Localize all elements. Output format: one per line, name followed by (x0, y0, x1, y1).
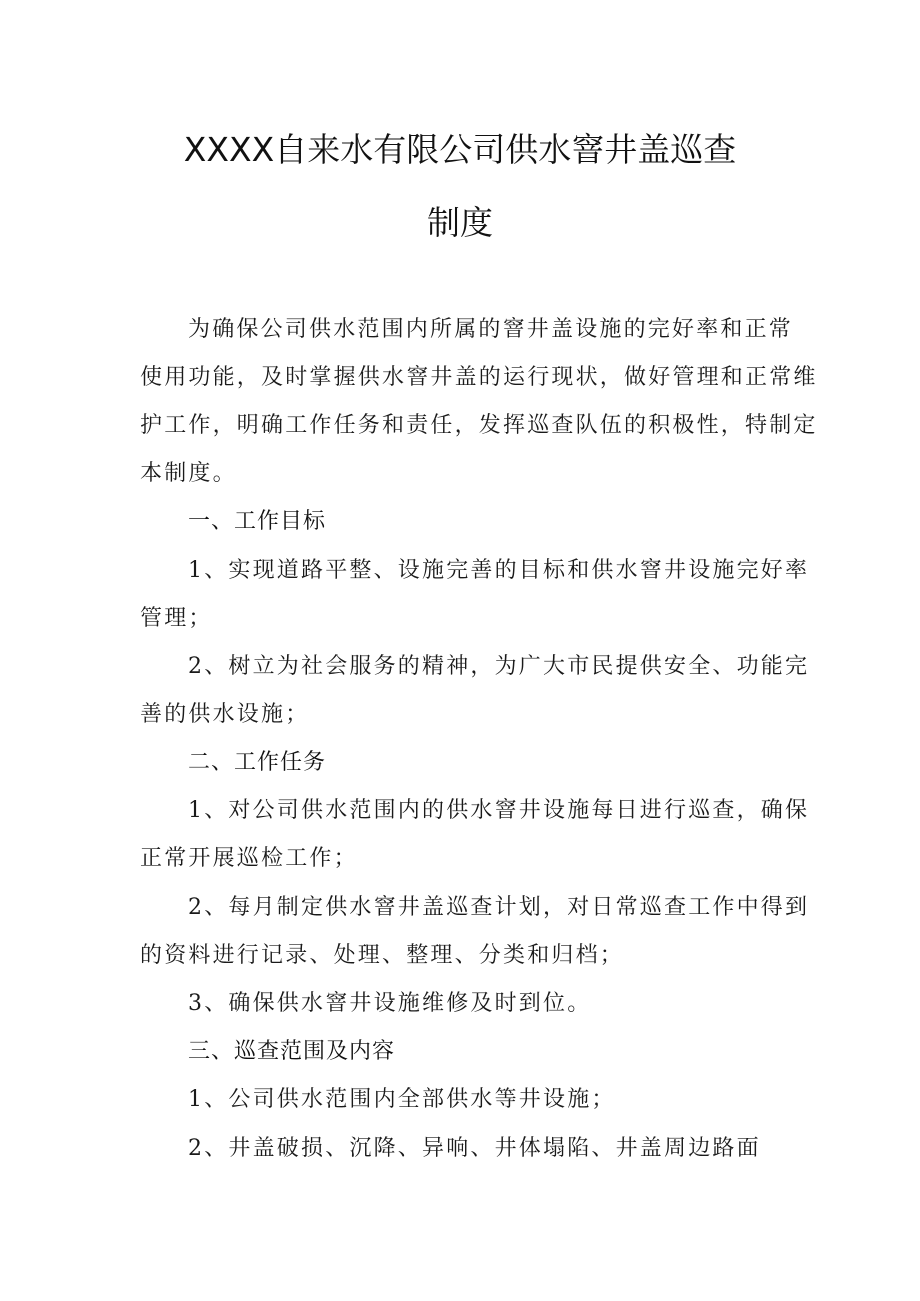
goal-item-1-line-1: 1、实现道路平整、设施完善的目标和供水窨井设施完好率 (188, 558, 810, 583)
section-heading-scope: 三、巡查范围及内容 (188, 1039, 396, 1064)
goal-item-1-line-2: 管理； (140, 606, 213, 631)
intro-line-3: 护工作，明确工作任务和责任，发挥巡查队伍的积极性，特制定 (140, 413, 818, 438)
task-item-1-line-1: 1、对公司供水范围内的供水窨井设施每日进行巡查，确保 (188, 798, 810, 823)
intro-line-2: 使用功能，及时掌握供水窨井盖的运行现状，做好管理和正常维 (140, 365, 818, 390)
task-item-3-line-1: 3、确保供水窨井设施维修及时到位。 (188, 991, 592, 1016)
scope-item-2-line-1: 2、井盖破损、沉降、异响、井体塌陷、井盖周边路面 (188, 1136, 761, 1161)
goal-item-2-line-1: 2、树立为社会服务的精神，为广大市民提供安全、功能完 (188, 654, 810, 679)
task-item-2-line-1: 2、每月制定供水窨井盖巡查计划，对日常巡查工作中得到 (188, 895, 810, 920)
section-heading-goals: 一、工作目标 (188, 509, 327, 534)
intro-line-1: 为确保公司供水范围内所属的窨井盖设施的完好率和正常 (188, 317, 794, 342)
task-item-2-line-2: 的资料进行记录、处理、整理、分类和归档； (140, 943, 625, 968)
document-title-line-2: 制度 (427, 203, 493, 242)
scope-item-1-line-1: 1、公司供水范围内全部供水等井设施； (188, 1087, 616, 1112)
section-heading-tasks: 二、工作任务 (188, 750, 327, 775)
goal-item-2-line-2: 善的供水设施； (140, 702, 310, 727)
intro-line-4: 本制度。 (140, 461, 237, 486)
task-item-1-line-2: 正常开展巡检工作； (140, 846, 358, 871)
document-title-line-1: XXXX自来水有限公司供水窨井盖巡查 (183, 130, 737, 169)
